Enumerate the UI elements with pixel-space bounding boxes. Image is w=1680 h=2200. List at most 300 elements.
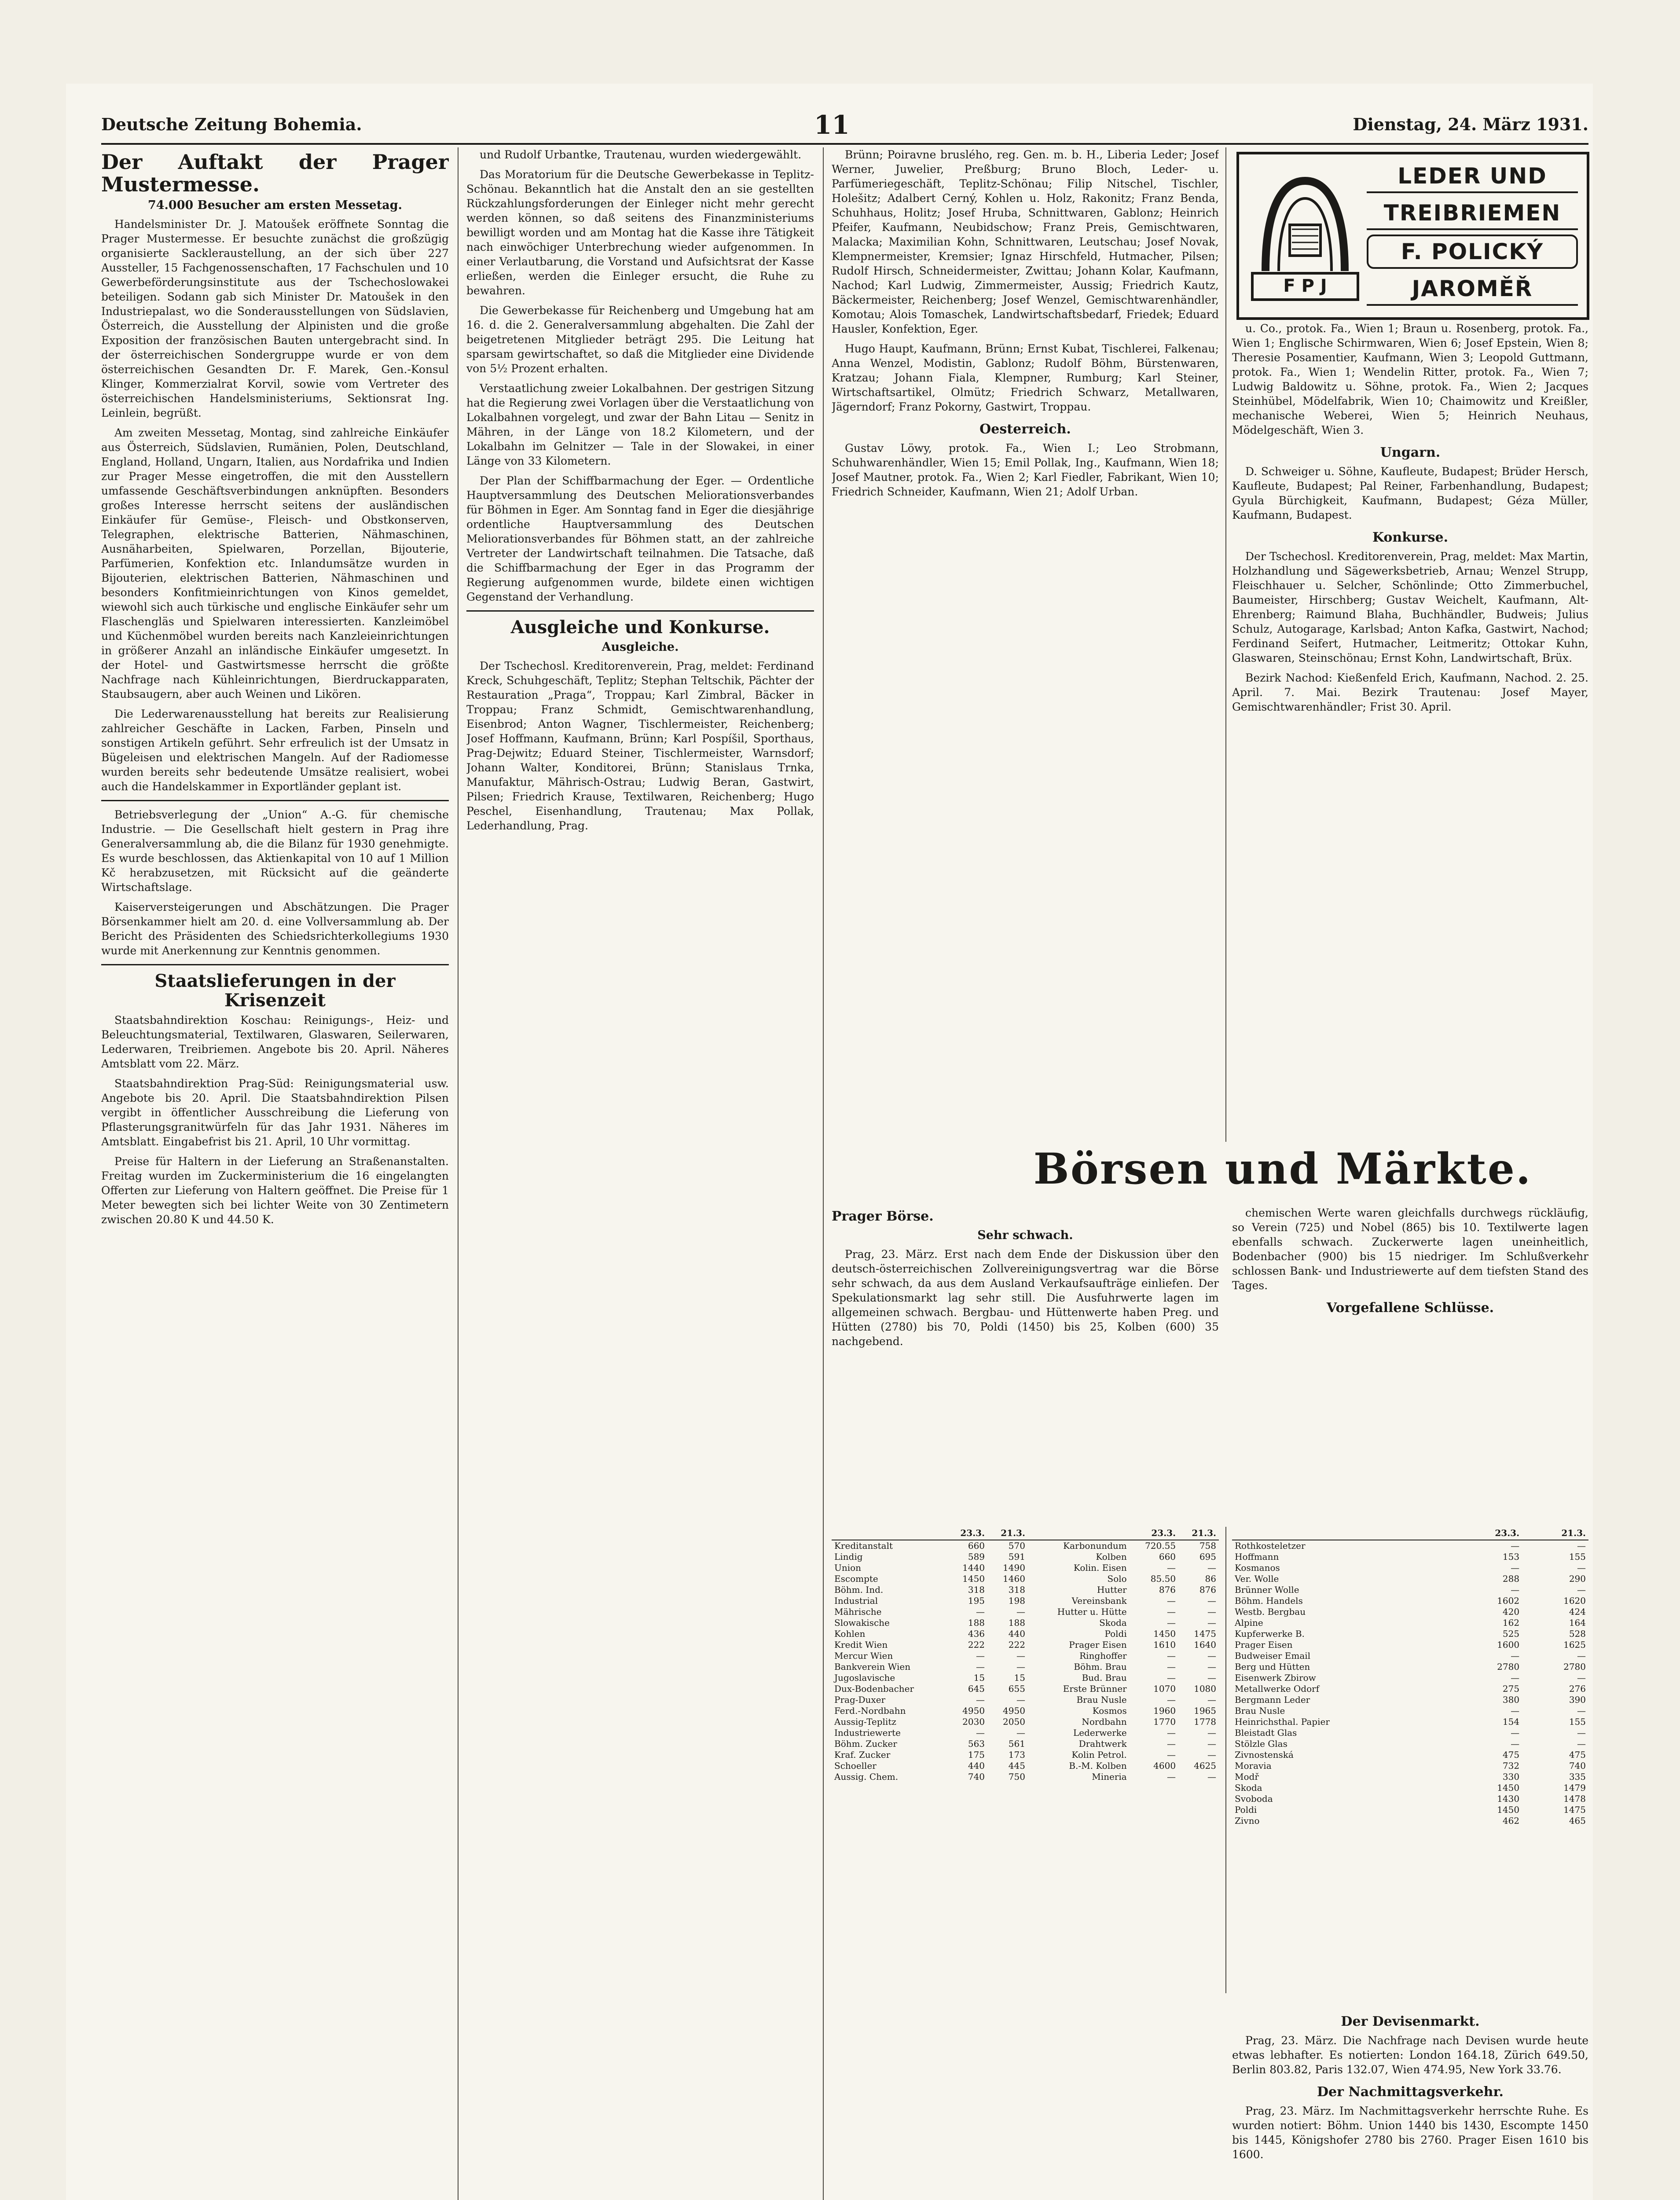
devisen-block xyxy=(1232,2006,1588,2167)
paragraph: Gustav Löwy, protok. Fa., Wien I.; Leo Strobmann, Schuhwarenhändler, Wien 15; Emil Pollak, Ing., Kaufmann, Wien 18; Josef Mautner, protok. Fa., Wien 2; Karl Fiedler, Fabrikant, Wien 10; Friedrich Schneider, Kaufmann, Wien 21; Adolf Urban. xyxy=(832,442,1219,498)
table-cell: 1450 xyxy=(1497,1804,1520,1815)
table-cell: — xyxy=(1207,1661,1216,1672)
boersen-right-block xyxy=(1232,1206,1588,1320)
column-header: 21.3. xyxy=(1178,1527,1219,1540)
table-cell: Mercur Wien xyxy=(834,1650,893,1661)
table-cell: Kolin Petrol. xyxy=(1071,1749,1127,1760)
table-cell: Brau Nusle xyxy=(1235,1705,1285,1716)
table-cell: Escompte xyxy=(834,1573,878,1584)
table-cell: — xyxy=(1207,1738,1216,1749)
table-row xyxy=(832,1573,1219,1584)
table-cell: — xyxy=(1167,1562,1176,1573)
ad-line: JAROMĚŘ xyxy=(1367,273,1578,306)
paragraph: Der Plan der Schiffbarmachung der Eger. — Ordentliche Hauptversammlung des Deutschen Meliorationsverbandes für Böhmen in Eger. Am Sonntag fand in Eger die diesjährige ordentliche Hauptversammlung des Deutschen Meliorationsverbandes für Böhmen statt, an der zahlreiche Vertreter der Landwirtschaft teilnahmen. Die Tatsache, daß die Schiffbarmachung der Eger in das Programm der Regierung aufgenommen wurde, bildete einen wichtigen Gegenstand der Verhandlung. xyxy=(466,474,814,603)
column-divider xyxy=(823,147,824,2200)
table-row xyxy=(832,1738,1219,1749)
paragraph: und Rudolf Urbantke, Trautenau, wurden wiedergewählt. xyxy=(480,148,802,161)
table-cell: — xyxy=(1167,1661,1176,1672)
table-row xyxy=(832,1749,1219,1760)
column-1 xyxy=(101,147,449,2200)
table-row xyxy=(1232,1650,1588,1661)
table-cell: 275 xyxy=(1502,1683,1520,1694)
table-cell: 153 xyxy=(1502,1551,1520,1562)
column-3 xyxy=(832,147,1219,1133)
table-row xyxy=(1232,1639,1588,1650)
table-header-row xyxy=(832,1527,1219,1540)
table-row xyxy=(1232,1760,1588,1771)
table-row xyxy=(1232,1628,1588,1639)
table-row xyxy=(1232,1672,1588,1683)
table-cell: 1450 xyxy=(1153,1628,1176,1639)
header-newspaper-name: Deutsche Zeitung Bohemia. xyxy=(101,114,362,134)
table-cell: Solo xyxy=(1107,1573,1127,1584)
section-heading: Ungarn. xyxy=(1380,445,1441,460)
table-cell: 198 xyxy=(1008,1595,1025,1606)
table-cell: Karbonundum xyxy=(1063,1540,1127,1551)
table-cell: 154 xyxy=(1502,1716,1520,1727)
table-cell: Moravia xyxy=(1235,1760,1272,1771)
table-row xyxy=(1232,1584,1588,1595)
table-cell: Kolben xyxy=(1096,1551,1127,1562)
table-cell: Rothkosteletzer xyxy=(1235,1540,1306,1551)
table-cell: 2780 xyxy=(1497,1661,1520,1672)
table-cell: 175 xyxy=(968,1749,985,1760)
table-cell: Budweiser Email xyxy=(1235,1650,1311,1661)
table-cell: 4625 xyxy=(1194,1760,1216,1771)
market-trend: Sehr schwach. xyxy=(977,1228,1073,1242)
table-cell: 4950 xyxy=(962,1705,985,1716)
paragraph: Handelsminister Dr. J. Matoušek eröffnete Sonntag die Prager Mustermesse. Er besuchte zunächst die großzügig organisierte Sackleraustellung, an der sich über 227 Aussteller, 15 Fachgenossenschaften, 17 Fachschulen und 10 Gewerbeförderungsinstitute aus der Tschechoslowakei beteiligen. Sodann gab sich Minister Dr. Matoušek in den Industriepalast, wo die Sonderausstellungen von Südslavien, Österreich, die Ausstellung der Alpinisten und die große Exposition der französischen Bauten untergebracht sind. In der österreichischen Sondergruppe wurde er von dem österreichischen Gesandten Dr. F. Marek, Gen.-Konsul Klinger, Kommerzialrat Korvil, sowie vom Vertreter des österreichischen Handelsministeriums, Sektionsrat Ing. Leinlein, begrüßt. xyxy=(101,218,449,420)
table-cell: 475 xyxy=(1569,1749,1586,1760)
table-cell: Kosmanos xyxy=(1235,1562,1280,1573)
table-cell: 290 xyxy=(1569,1573,1586,1584)
column-divider xyxy=(1225,147,1226,1142)
table-cell: Prager Eisen xyxy=(1069,1639,1127,1650)
table-cell: 86 xyxy=(1205,1573,1216,1584)
table-cell: 15 xyxy=(1014,1672,1025,1683)
column-header: 23.3. xyxy=(947,1527,987,1540)
table-cell: Bleistadt Glas xyxy=(1235,1727,1297,1738)
table-row xyxy=(1232,1683,1588,1694)
table-cell: — xyxy=(976,1661,985,1672)
table-cell: Kolin. Eisen xyxy=(1073,1562,1127,1573)
table-cell: — xyxy=(1577,1562,1586,1573)
table-cell: Erste Brünner xyxy=(1063,1683,1127,1694)
paragraph: chemischen Werte waren gleichfalls durchwegs rückläufig, so Verein (725) und Nobel (865) bis 10. Textilwerte lagen ebenfalls schwach. Zuckerwerte lagen uneinheitlich, Bodenbacher (900) bis 15 niedriger. Im Schlußverkehr schlossen Bank- und Industriewerte auf dem tiefsten Stand des Tages. xyxy=(1232,1206,1588,1292)
table-cell: 155 xyxy=(1569,1551,1586,1562)
table-cell: 561 xyxy=(1008,1738,1025,1749)
table-cell: Industriewerte xyxy=(834,1727,901,1738)
table-cell: Bud. Brau xyxy=(1082,1672,1127,1683)
table-cell: 740 xyxy=(1569,1760,1586,1771)
table-cell: 85.50 xyxy=(1150,1573,1176,1584)
article-title-ausgleiche: Ausgleiche und Konkurse. xyxy=(510,617,770,638)
table-cell: 2780 xyxy=(1563,1661,1586,1672)
table-cell: 1602 xyxy=(1497,1595,1520,1606)
table-cell: 1640 xyxy=(1194,1639,1216,1650)
section-title-boersen: Börsen und Märkte. xyxy=(1033,1144,1532,1194)
table-cell: Svoboda xyxy=(1235,1793,1273,1804)
table-cell: 589 xyxy=(968,1551,985,1562)
divider xyxy=(466,610,814,612)
table-cell: Kreditanstalt xyxy=(834,1540,893,1551)
table-row xyxy=(832,1584,1219,1595)
table-cell: 570 xyxy=(1008,1540,1025,1551)
table-cell: — xyxy=(1511,1584,1520,1595)
table-cell: 591 xyxy=(1008,1551,1025,1562)
table-cell: Schoeller xyxy=(834,1760,877,1771)
table-cell: 876 xyxy=(1199,1584,1216,1595)
table-cell: 1620 xyxy=(1563,1595,1586,1606)
table-row xyxy=(1232,1716,1588,1727)
column-header xyxy=(1232,1527,1456,1540)
table-cell: — xyxy=(1207,1606,1216,1617)
table-cell: — xyxy=(1167,1749,1176,1760)
table-cell: Böhm. Handels xyxy=(1235,1595,1303,1606)
table-cell: — xyxy=(1207,1727,1216,1738)
table-cell: Lederwerke xyxy=(1073,1727,1127,1738)
table-cell: — xyxy=(1016,1694,1025,1705)
table-row xyxy=(1232,1606,1588,1617)
table-cell: Kraf. Zucker xyxy=(834,1749,891,1760)
table-cell: Heinrichsthal. Papier xyxy=(1235,1716,1330,1727)
table-cell: 750 xyxy=(1008,1771,1025,1782)
paragraph: Das Moratorium für die Deutsche Gewerbekasse in Teplitz-Schönau. Bekanntlich hat die Anstalt den an sie gestellten Rückzahlungsforderungen der Einleger nicht mehr gerecht werden können, so daß seitens des Finanzministeriums bewilligt worden und am Montag hat die Kasse ihre Tätigkeit nach einwöchiger Unterbrechung wieder aufgenommen. In einer Verlautbarung, die Vorstand und Aufsichtsrat der Kasse erließen, werden die Einleger ersucht, die Ruhe zu bewahren. xyxy=(466,168,814,297)
table-cell: Skoda xyxy=(1235,1782,1262,1793)
table-cell: Zivnostenská xyxy=(1235,1749,1294,1760)
table-row xyxy=(832,1683,1219,1694)
ad-line: LEDER UND xyxy=(1367,161,1578,193)
table-cell: 440 xyxy=(968,1760,985,1771)
table-cell: 525 xyxy=(1502,1628,1520,1639)
divider xyxy=(101,800,449,801)
table-row xyxy=(1232,1705,1588,1716)
table-cell: 318 xyxy=(968,1584,985,1595)
table-cell: 380 xyxy=(1502,1694,1520,1705)
table-cell: 4600 xyxy=(1153,1760,1176,1771)
table-cell: 528 xyxy=(1569,1628,1586,1639)
column-4 xyxy=(1232,321,1588,1131)
table-row xyxy=(832,1672,1219,1683)
table-cell: — xyxy=(1167,1694,1176,1705)
table-cell: — xyxy=(976,1694,985,1705)
table-cell: 420 xyxy=(1502,1606,1520,1617)
paragraph: Staatsbahndirektion Prag-Süd: Reinigungsmaterial usw. Angebote bis 20. April. Die Staatsbahndirektion Pilsen vergibt in öffentlicher Ausschreibung die Lieferung von Pflasterungsgranitwürfeln für das Jahr 1931. Näheres im Amtsblatt. Eingabefrist bis 21. April, 10 Uhr vormittag. xyxy=(101,1077,449,1148)
header-date: Dienstag, 24. März 1931. xyxy=(1353,114,1588,134)
table-cell: 15 xyxy=(973,1672,985,1683)
table-cell: 1625 xyxy=(1563,1639,1586,1650)
table-cell: Brau Nusle xyxy=(1076,1694,1127,1705)
table-cell: — xyxy=(1016,1661,1025,1672)
table-cell: Hutter xyxy=(1097,1584,1127,1595)
table-cell: Kredit Wien xyxy=(834,1639,888,1650)
section-heading: Vorgefallene Schlüsse. xyxy=(1326,1300,1494,1316)
table-row xyxy=(1232,1738,1588,1749)
table-cell: Poldi xyxy=(1104,1628,1127,1639)
stock-quotes-table-2 xyxy=(1232,1527,1588,1993)
table-row xyxy=(832,1705,1219,1716)
paragraph: Verstaatlichung zweier Lokalbahnen. Der gestrigen Sitzung hat die Regierung zwei Vorlagen über die Verstaatlichung von Lokalbahnen vorgelegt, und zwar der Bahn Litau — Senitz in Mähren, in der Länge von 18.2 Kilometern, und der Lokalbahn im Gelnitzer — Tale in der Slowakei, in einer Länge von 33 Kilometern. xyxy=(466,382,814,467)
table-cell: Stölzle Glas xyxy=(1235,1738,1288,1749)
table-cell: — xyxy=(1167,1595,1176,1606)
table-cell: Ver. Wolle xyxy=(1235,1573,1279,1584)
table-cell: — xyxy=(1577,1650,1586,1661)
table-cell: 1600 xyxy=(1497,1639,1520,1650)
table-cell: — xyxy=(1167,1727,1176,1738)
table-cell: Poldi xyxy=(1235,1804,1257,1815)
column-header: 21.3. xyxy=(987,1527,1028,1540)
table-cell: 1475 xyxy=(1563,1804,1586,1815)
table-cell: 465 xyxy=(1569,1815,1586,1826)
paragraph: Der Tschechosl. Kreditorenverein, Prag, meldet: Max Martin, Holzhandlung und Sägewerksbetrieb, Arnau; Wenzel Strupp, Fleischhauer u. Selcher, Schönlinde; Otto Zimmerbuchel, Baumeister, Hirschberg; Gustav Weichelt, Kaufmann, Alt-Ehrenberg; Raimund Blaha, Buchhändler, Budweis; Julius Schulz, Autogarage, Karlsbad; Anton Kafka, Gastwirt, Nachod; Ferdinand Seifert, Hutmacher, Leitmeritz; Ottokar Kuhn, Glaswaren, Steinschönau; Ernst Kohn, Landwirtschaft, Brüx. xyxy=(1232,550,1588,664)
table-cell: — xyxy=(1577,1727,1586,1738)
table-cell: — xyxy=(976,1606,985,1617)
table-cell: Modř xyxy=(1235,1771,1259,1782)
table-cell: — xyxy=(976,1727,985,1738)
table-cell: 390 xyxy=(1569,1694,1586,1705)
table-cell: 1430 xyxy=(1497,1793,1520,1804)
table-cell: Ferd.-Nordbahn xyxy=(834,1705,906,1716)
table-cell: Böhm. Zucker xyxy=(834,1738,897,1749)
column-header xyxy=(1028,1527,1130,1540)
column-header: 23.3. xyxy=(1130,1527,1178,1540)
table-cell: Kupferwerke B. xyxy=(1235,1628,1305,1639)
table-row xyxy=(1232,1749,1588,1760)
table-row xyxy=(832,1771,1219,1782)
table-cell: — xyxy=(1207,1595,1216,1606)
table-row xyxy=(832,1716,1219,1727)
table-cell: — xyxy=(1207,1672,1216,1683)
table-row xyxy=(832,1595,1219,1606)
section-heading: Der Nachmittagsverkehr. xyxy=(1317,2084,1504,2100)
table-cell: — xyxy=(1207,1749,1216,1760)
table-cell: Eisenwerk Zbirow xyxy=(1235,1672,1316,1683)
table-row xyxy=(832,1694,1219,1705)
table-cell: Lindig xyxy=(834,1551,863,1562)
table-cell: 660 xyxy=(968,1540,985,1551)
table-cell: Bergmann Leder xyxy=(1235,1694,1310,1705)
table-cell: 732 xyxy=(1502,1760,1520,1771)
table-cell: B.-M. Kolben xyxy=(1069,1760,1127,1771)
table-cell: 288 xyxy=(1502,1573,1520,1584)
table-row xyxy=(1232,1551,1588,1562)
ad-line: F. POLICKÝ xyxy=(1367,235,1578,269)
table-cell: Skoda xyxy=(1099,1617,1127,1628)
table-cell: 222 xyxy=(1008,1639,1025,1650)
paragraph: Die Gewerbekasse für Reichenberg und Umgebung hat am 16. d. die 2. Generalversammlung abgehalten. Die Zahl der beigetretenen Mitglieder beträgt 295. Die Leitung hat sparsam gewirtschaftet, so daß die Mitglieder eine Dividende von 5½ Prozent erhalten. xyxy=(466,304,814,375)
table-row xyxy=(832,1661,1219,1672)
table-cell: — xyxy=(1511,1727,1520,1738)
table-cell: Union xyxy=(834,1562,862,1573)
table-cell: Ringhoffer xyxy=(1079,1650,1127,1661)
table-cell: 1450 xyxy=(962,1573,985,1584)
table-cell: 1490 xyxy=(1003,1562,1025,1573)
table-cell: — xyxy=(1167,1672,1176,1683)
table-cell: 164 xyxy=(1569,1617,1586,1628)
table-cell: 1450 xyxy=(1497,1782,1520,1793)
table-cell: 475 xyxy=(1502,1749,1520,1760)
table-cell: Aussig. Chem. xyxy=(834,1771,899,1782)
paragraph: Brünn; Poiravne bruslého, reg. Gen. m. b. H., Liberia Leder; Josef Werner, Juwelier, Preßburg; Bruno Bloch, Leder- u. Parfümeriegeschäft, Teplitz-Schönau; Filip Nitschel, Tischler, Holešitz; Adalbert Cerný, Kohlen u. Holz, Rakonitz; Franz Benda, Schuhhaus, Holitz; Josef Hruba, Schnittwaren, Gablonz; Heinrich Pfeifer, Kaufmann, Neubidschow; Franz Preis, Gemischtwaren, Malacka; Maximilian Kohn, Schnittwaren, Leutschau; Josef Novak, Klempnermeister, Kremsier; Ignaz Hirschfeld, Hutmacher, Pilsen; Rudolf Hirsch, Schneidermeister, Zwittau; Johann Kolar, Kaufmann, Nachod; Karl Ludwig, Zimmermeister, Aussig; Friedrich Kautz, Bäckermeister, Reichenberg; Josef Wenzel, Gemischtwarenhändler, Komotau; Alois Tomaschek, Landwirtschaftsbedarf, Friedek; Eduard Hausler, Konfektion, Eger. xyxy=(832,148,1219,335)
table-cell: 1070 xyxy=(1153,1683,1176,1694)
ad-monogram: F P J xyxy=(1283,276,1327,296)
table-cell: 1770 xyxy=(1153,1716,1176,1727)
column-header: 21.3. xyxy=(1522,1527,1588,1540)
table-cell: — xyxy=(1511,1705,1520,1716)
table-cell: — xyxy=(1207,1694,1216,1705)
table-cell: — xyxy=(1167,1738,1176,1749)
table-cell: 758 xyxy=(1199,1540,1216,1551)
table-cell: 645 xyxy=(968,1683,985,1694)
stock-quotes-table-1 xyxy=(832,1527,1219,1993)
table-cell: 660 xyxy=(1159,1551,1176,1562)
table-cell: Böhm. Ind. xyxy=(834,1584,884,1595)
table-cell: Jugoslavische xyxy=(834,1672,895,1683)
table-cell: 436 xyxy=(968,1628,985,1639)
table-cell: 1460 xyxy=(1003,1573,1025,1584)
table-row xyxy=(1232,1661,1588,1672)
table-cell: — xyxy=(1207,1771,1216,1782)
table-cell: 740 xyxy=(968,1771,985,1782)
paragraph: D. Schweiger u. Söhne, Kaufleute, Budapest; Brüder Hersch, Kaufleute, Budapest; Pal Reiner, Farbenhandlung, Budapest; Gyula Bürchigkeit, Kaufmann, Budapest; Géza Müller, Kaufmann, Budapest. xyxy=(1232,465,1588,521)
table-cell: — xyxy=(976,1650,985,1661)
table-cell: — xyxy=(1207,1562,1216,1573)
table-row xyxy=(832,1551,1219,1562)
table-cell: — xyxy=(1511,1738,1520,1749)
table-header-row xyxy=(1232,1527,1588,1540)
table-row xyxy=(832,1617,1219,1628)
table-row xyxy=(832,1639,1219,1650)
article-subtitle: 74.000 Besucher am ersten Messetag. xyxy=(147,198,403,213)
table-cell: Mineria xyxy=(1092,1771,1127,1782)
ad-line: TREIBRIEMEN xyxy=(1367,198,1578,230)
table-cell: 335 xyxy=(1569,1771,1586,1782)
table-cell: — xyxy=(1577,1705,1586,1716)
table-cell: Prag-Duxer xyxy=(834,1694,886,1705)
table-cell: 162 xyxy=(1502,1617,1520,1628)
table-cell: Vereinsbank xyxy=(1071,1595,1127,1606)
table-cell: Drahtwerk xyxy=(1078,1738,1127,1749)
table-cell: Böhm. Brau xyxy=(1074,1661,1127,1672)
table-cell: Nordbahn xyxy=(1082,1716,1127,1727)
table-cell: — xyxy=(1577,1672,1586,1683)
table-row xyxy=(832,1562,1219,1573)
table-cell: 876 xyxy=(1159,1584,1176,1595)
table-cell: Zivno xyxy=(1235,1815,1260,1826)
table-row xyxy=(1232,1815,1588,1826)
table-row xyxy=(1232,1562,1588,1573)
table-cell: — xyxy=(1577,1584,1586,1595)
paragraph: Die Lederwarenausstellung hat bereits zur Realisierung zahlreicher Geschäfte in Lacken, Farben, Pinseln und sonstigen Artikeln geführt. Sehr erfreulich ist der Umsatz in Bügeleisen und elektrischen Mangeln. Auf der Radiomesse wurden bereits sehr bedeutende Umsätze realisiert, wobei auch die Handelskammer in Exportländer geplant ist. xyxy=(101,708,449,793)
table-cell: Brünner Wolle xyxy=(1235,1584,1299,1595)
table-row xyxy=(1232,1793,1588,1804)
paragraph: u. Co., protok. Fa., Wien 1; Braun u. Rosenberg, protok. Fa., Wien 1; Englische Schirmwaren, Wien 6; Josef Epstein, Wien 8; Theresie Posamentier, Kaufmann, Wien 3; Leopold Guttmann, protok. Fa., Wien 1; Wendelin Ritter, protok. Fa., Wien 7; Ludwig Baldowitz u. Söhne, protok. Fa., Wien 2; Jacques Steinhübel, Mödelfabrik, Wien 10; Chaimowitz und Kreißler, mechanische Weberei, Wien 5; Heinrich Neuhaus, Mödelgeschäft, Wien 3. xyxy=(1232,322,1588,436)
page-header xyxy=(101,110,1588,141)
table-row xyxy=(832,1727,1219,1738)
article-title-staatslieferungen: Staatslieferungen in der Krisenzeit xyxy=(154,971,396,1011)
table-cell: 1479 xyxy=(1563,1782,1586,1793)
table-cell: 440 xyxy=(1008,1628,1025,1639)
table-cell: Aussig-Teplitz xyxy=(834,1716,896,1727)
table-cell: Industrial xyxy=(834,1595,878,1606)
paragraph: Staatsbahndirektion Koschau: Reinigungs-, Heiz- und Beleuchtungsmaterial, Textilwaren, Glaswaren, Seilerwaren, Lederwaren, Treibriemen. Angebote bis 20. April. Näheres Amtsblatt vom 22. März. xyxy=(101,1014,449,1071)
table-row xyxy=(1232,1804,1588,1815)
table-cell: 1965 xyxy=(1194,1705,1216,1716)
table-cell: 1440 xyxy=(962,1562,985,1573)
table-cell: Kosmos xyxy=(1092,1705,1127,1716)
paragraph: Hugo Haupt, Kaufmann, Brünn; Ernst Kubat, Tischlerei, Falkenau; Anna Wenzel, Modistin, Gablonz; Rudolf Böhm, Bürstenwaren, Kratzau; Johann Fiala, Klempner, Rumburg; Karl Steiner, Wirtschaftsartikel, Olmütz; Friedrich Schwarz, Metallwaren, Jägerndorf; Franz Pokorny, Gastwirt, Troppau. xyxy=(832,342,1219,413)
section-heading: Der Devisenmarkt. xyxy=(1341,2014,1480,2029)
column-divider xyxy=(1225,1527,1226,1993)
table-cell: 222 xyxy=(968,1639,985,1650)
paragraph: Bezirk Nachod: Kießenfeld Erich, Kaufmann, Nachod. 2. 25. April. 7. Mai. Bezirk Trautenau: Josef Mayer, Gemischtwarenhändler; Frist 30. April. xyxy=(1232,671,1588,713)
table-cell: Kohlen xyxy=(834,1628,866,1639)
table-row xyxy=(832,1760,1219,1771)
header-page-number: 11 xyxy=(814,110,850,140)
table-row xyxy=(1232,1727,1588,1738)
table-cell: 173 xyxy=(1008,1749,1025,1760)
table-cell: 188 xyxy=(968,1617,985,1628)
table-cell: Berg und Hütten xyxy=(1235,1661,1310,1672)
column-divider xyxy=(458,147,459,2200)
paragraph: Am zweiten Messetag, Montag, sind zahlreiche Einkäufer aus Österreich, Südslavien, Rumänien, Polen, Deutschland, England, Holland, Ungarn, Italien, aus Nordafrika und Indien zur Prager Messe eingetroffen, die mit den Ausstellern umfassende Geschäftsverbindungen anknüpften. Besonders großes Interesse herrscht seitens der ausländischen Einkäufer für Gemüse-, Fleisch- und Obstkonserven, Telegraphen, elektrische Batterien, Nähmaschinen, Ausnäharbeiten, Spielwaren, Porzellan, Bijouterie, Parfümerien, Konfektion etc. Inlandumsätze wurden in Bijouterien, elektrischen Batterien, Nähmaschinen und besonders Konfitmieinrichtungen von Kinos gemeldet, wiewohl sich auch türkische und englische Einkäufer sehr um Flaschengläs und Spielwaren interessierten. Kanzleimöbel und Küchenmöbel wurden bereits nach Kanzleieinrichtungen in größerer Anzahl an inländische Einkäufer umgesetzt. In der Hotel- und Gastwirtsmesse herrscht die größte Nachfrage nach Kühleinrichtungen, Bierdruckapparaten, Staubsaugern, aber auch Weinen und Likören. xyxy=(101,426,449,701)
table-cell: 1080 xyxy=(1194,1683,1216,1694)
table-row xyxy=(1232,1617,1588,1628)
table-cell: Slowakische xyxy=(834,1617,890,1628)
table-cell: 195 xyxy=(968,1595,985,1606)
table-cell: Mährische xyxy=(834,1606,882,1617)
section-heading: Konkurse. xyxy=(1372,530,1449,545)
paragraph: Der Tschechosl. Kreditorenverein, Prag, meldet: Ferdinand Kreck, Schuhgeschäft, Teplitz; Stephan Teltschik, Pächter der Restauration „Praga“, Troppau; Karl Zimbral, Bäcker in Troppau; Franz Schmidt, Gemischtwarenhandlung, Eisenbrod; Anton Wagner, Tischlermeister, Reichenberg; Josef Hoffmann, Kaufmann, Brünn; Karl Pospíšil, Sporthaus, Prag-Dejwitz; Eduard Steiner, Tischlermeister, Warnsdorf; Johann Walter, Konditorei, Brünn; Stanislaus Trnka, Manufaktur, Mährisch-Ostrau; Ludwig Beran, Gastwirt, Pilsen; Friedrich Krause, Textilwaren, Reichenberg; Hugo Peschel, Eisenhandlung, Trautenau; Max Pollak, Lederhandlung, Prag. xyxy=(466,660,814,832)
table-cell: — xyxy=(1511,1540,1520,1551)
boersen-left-block xyxy=(832,1201,1219,1354)
table-cell: Westb. Bergbau xyxy=(1235,1606,1306,1617)
table-cell: 2030 xyxy=(962,1716,985,1727)
table-cell: Metallwerke Odorf xyxy=(1235,1683,1320,1694)
section-heading: Prager Börse. xyxy=(832,1209,934,1224)
table-cell: 424 xyxy=(1569,1606,1586,1617)
table-cell: 2050 xyxy=(1003,1716,1025,1727)
table-cell: — xyxy=(1207,1650,1216,1661)
quotes-table xyxy=(1232,1527,1588,1826)
table-row xyxy=(1232,1595,1588,1606)
table-cell: 155 xyxy=(1569,1716,1586,1727)
paragraph: Prag, 23. März. Die Nachfrage nach Devisen wurde heute etwas lebhafter. Es notierten: London 164.18, Zürich 649.50, Berlin 803.82, Paris 132.07, Wien 474.95, New York 33.76. xyxy=(1232,2034,1588,2076)
table-cell: 4950 xyxy=(1003,1705,1025,1716)
table-cell: — xyxy=(1511,1562,1520,1573)
table-cell: — xyxy=(1016,1727,1025,1738)
table-cell: Bankverein Wien xyxy=(834,1661,911,1672)
table-cell: 563 xyxy=(968,1738,985,1749)
table-cell: 655 xyxy=(1008,1683,1025,1694)
column-header: 23.3. xyxy=(1456,1527,1522,1540)
quotes-table xyxy=(832,1527,1219,1782)
table-cell: 276 xyxy=(1569,1683,1586,1694)
paragraph: Preise für Haltern in der Lieferung an Straßenanstalten. Freitag wurden im Zuckerministerium die 16 eingelangten Offerten zur Lieferung von Haltern geöffnet. Die Preise für 1 Meter bewegten sich bei lichter Weite von 30 Zentimetern zwischen 20.80 K und 44.50 K. xyxy=(101,1155,449,1226)
table-cell: — xyxy=(1511,1650,1520,1661)
table-cell: 1475 xyxy=(1194,1628,1216,1639)
table-cell: — xyxy=(1207,1617,1216,1628)
table-cell: — xyxy=(1167,1650,1176,1661)
table-cell: Hutter u. Hütte xyxy=(1057,1606,1127,1617)
table-cell: — xyxy=(1016,1650,1025,1661)
section-heading: Ausgleiche. xyxy=(602,640,679,654)
table-cell: 318 xyxy=(1008,1584,1025,1595)
paragraph: Kaiserversteigerungen und Abschätzungen. Die Prager Börsenkammer hielt am 20. d. eine Vollversammlung ab. Der Bericht des Präsidenten des Schiedsrichterkollegiums 1930 wurde mit Anerkennung zur Kenntnis genommen. xyxy=(101,901,449,957)
table-row xyxy=(832,1540,1219,1551)
table-row xyxy=(1232,1540,1588,1551)
table-cell: — xyxy=(1577,1540,1586,1551)
